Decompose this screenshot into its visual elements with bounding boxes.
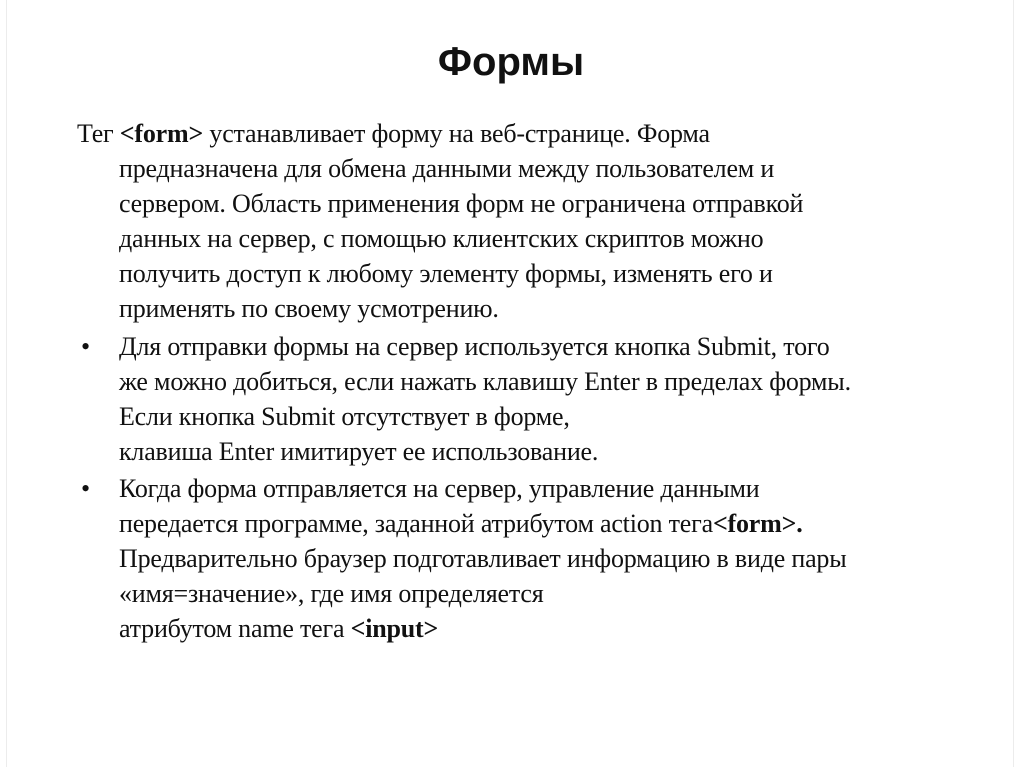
slide-title: Формы xyxy=(437,40,585,84)
send-bullet-paragraph xyxy=(119,471,847,646)
bullet-line: же можно добиться, если нажать клавишу Enter в пределах формы. xyxy=(119,367,851,396)
intro-prefix: Тег xyxy=(77,119,120,148)
line2-prefix: передается программе, заданной атрибутом action тега xyxy=(119,509,713,538)
input-tag: <input> xyxy=(350,614,439,643)
submit-bullet-paragraph xyxy=(119,329,851,469)
intro-line: получить доступ к любому элементу формы, изменять его и xyxy=(119,259,773,288)
bullet-line xyxy=(119,611,847,646)
intro-line: предназначена для обмена данными между пользователем и xyxy=(119,154,775,183)
bullet-line: Для отправки формы на сервер используется кнопка Submit, того xyxy=(119,332,830,361)
intro-line: применять по своему усмотрению. xyxy=(119,294,499,323)
bullet-line: «имя=значение», где имя определяется xyxy=(119,579,544,608)
bullet-line xyxy=(119,506,847,541)
intro-line: сервером. Область применения форм не ограничена отправкой xyxy=(119,189,804,218)
bullet-line: Предварительно браузер подготавливает информацию в виде пары xyxy=(119,544,847,573)
bullet-marker: • xyxy=(81,474,91,503)
intro-suffix: устанавливает форму на веб-странице. Форма xyxy=(203,119,710,148)
intro-line xyxy=(77,116,803,151)
intro-paragraph xyxy=(77,116,803,326)
bullet-line: Когда форма отправляется на сервер, управление данными xyxy=(119,474,760,503)
bullet-line: клавиша Enter имитирует ее использование. xyxy=(119,437,599,466)
form-tag: <form> xyxy=(712,509,797,538)
line5-prefix: атрибутом name тега xyxy=(119,614,351,643)
slide xyxy=(6,0,1014,767)
intro-line: данных на сервер, с помощью клиентских скриптов можно xyxy=(119,224,764,253)
line2-suffix: . xyxy=(796,509,803,538)
bullet-marker: • xyxy=(81,332,91,361)
form-tag: <form> xyxy=(119,119,204,148)
bullet-line: Если кнопка Submit отсутствует в форме, xyxy=(119,402,570,431)
